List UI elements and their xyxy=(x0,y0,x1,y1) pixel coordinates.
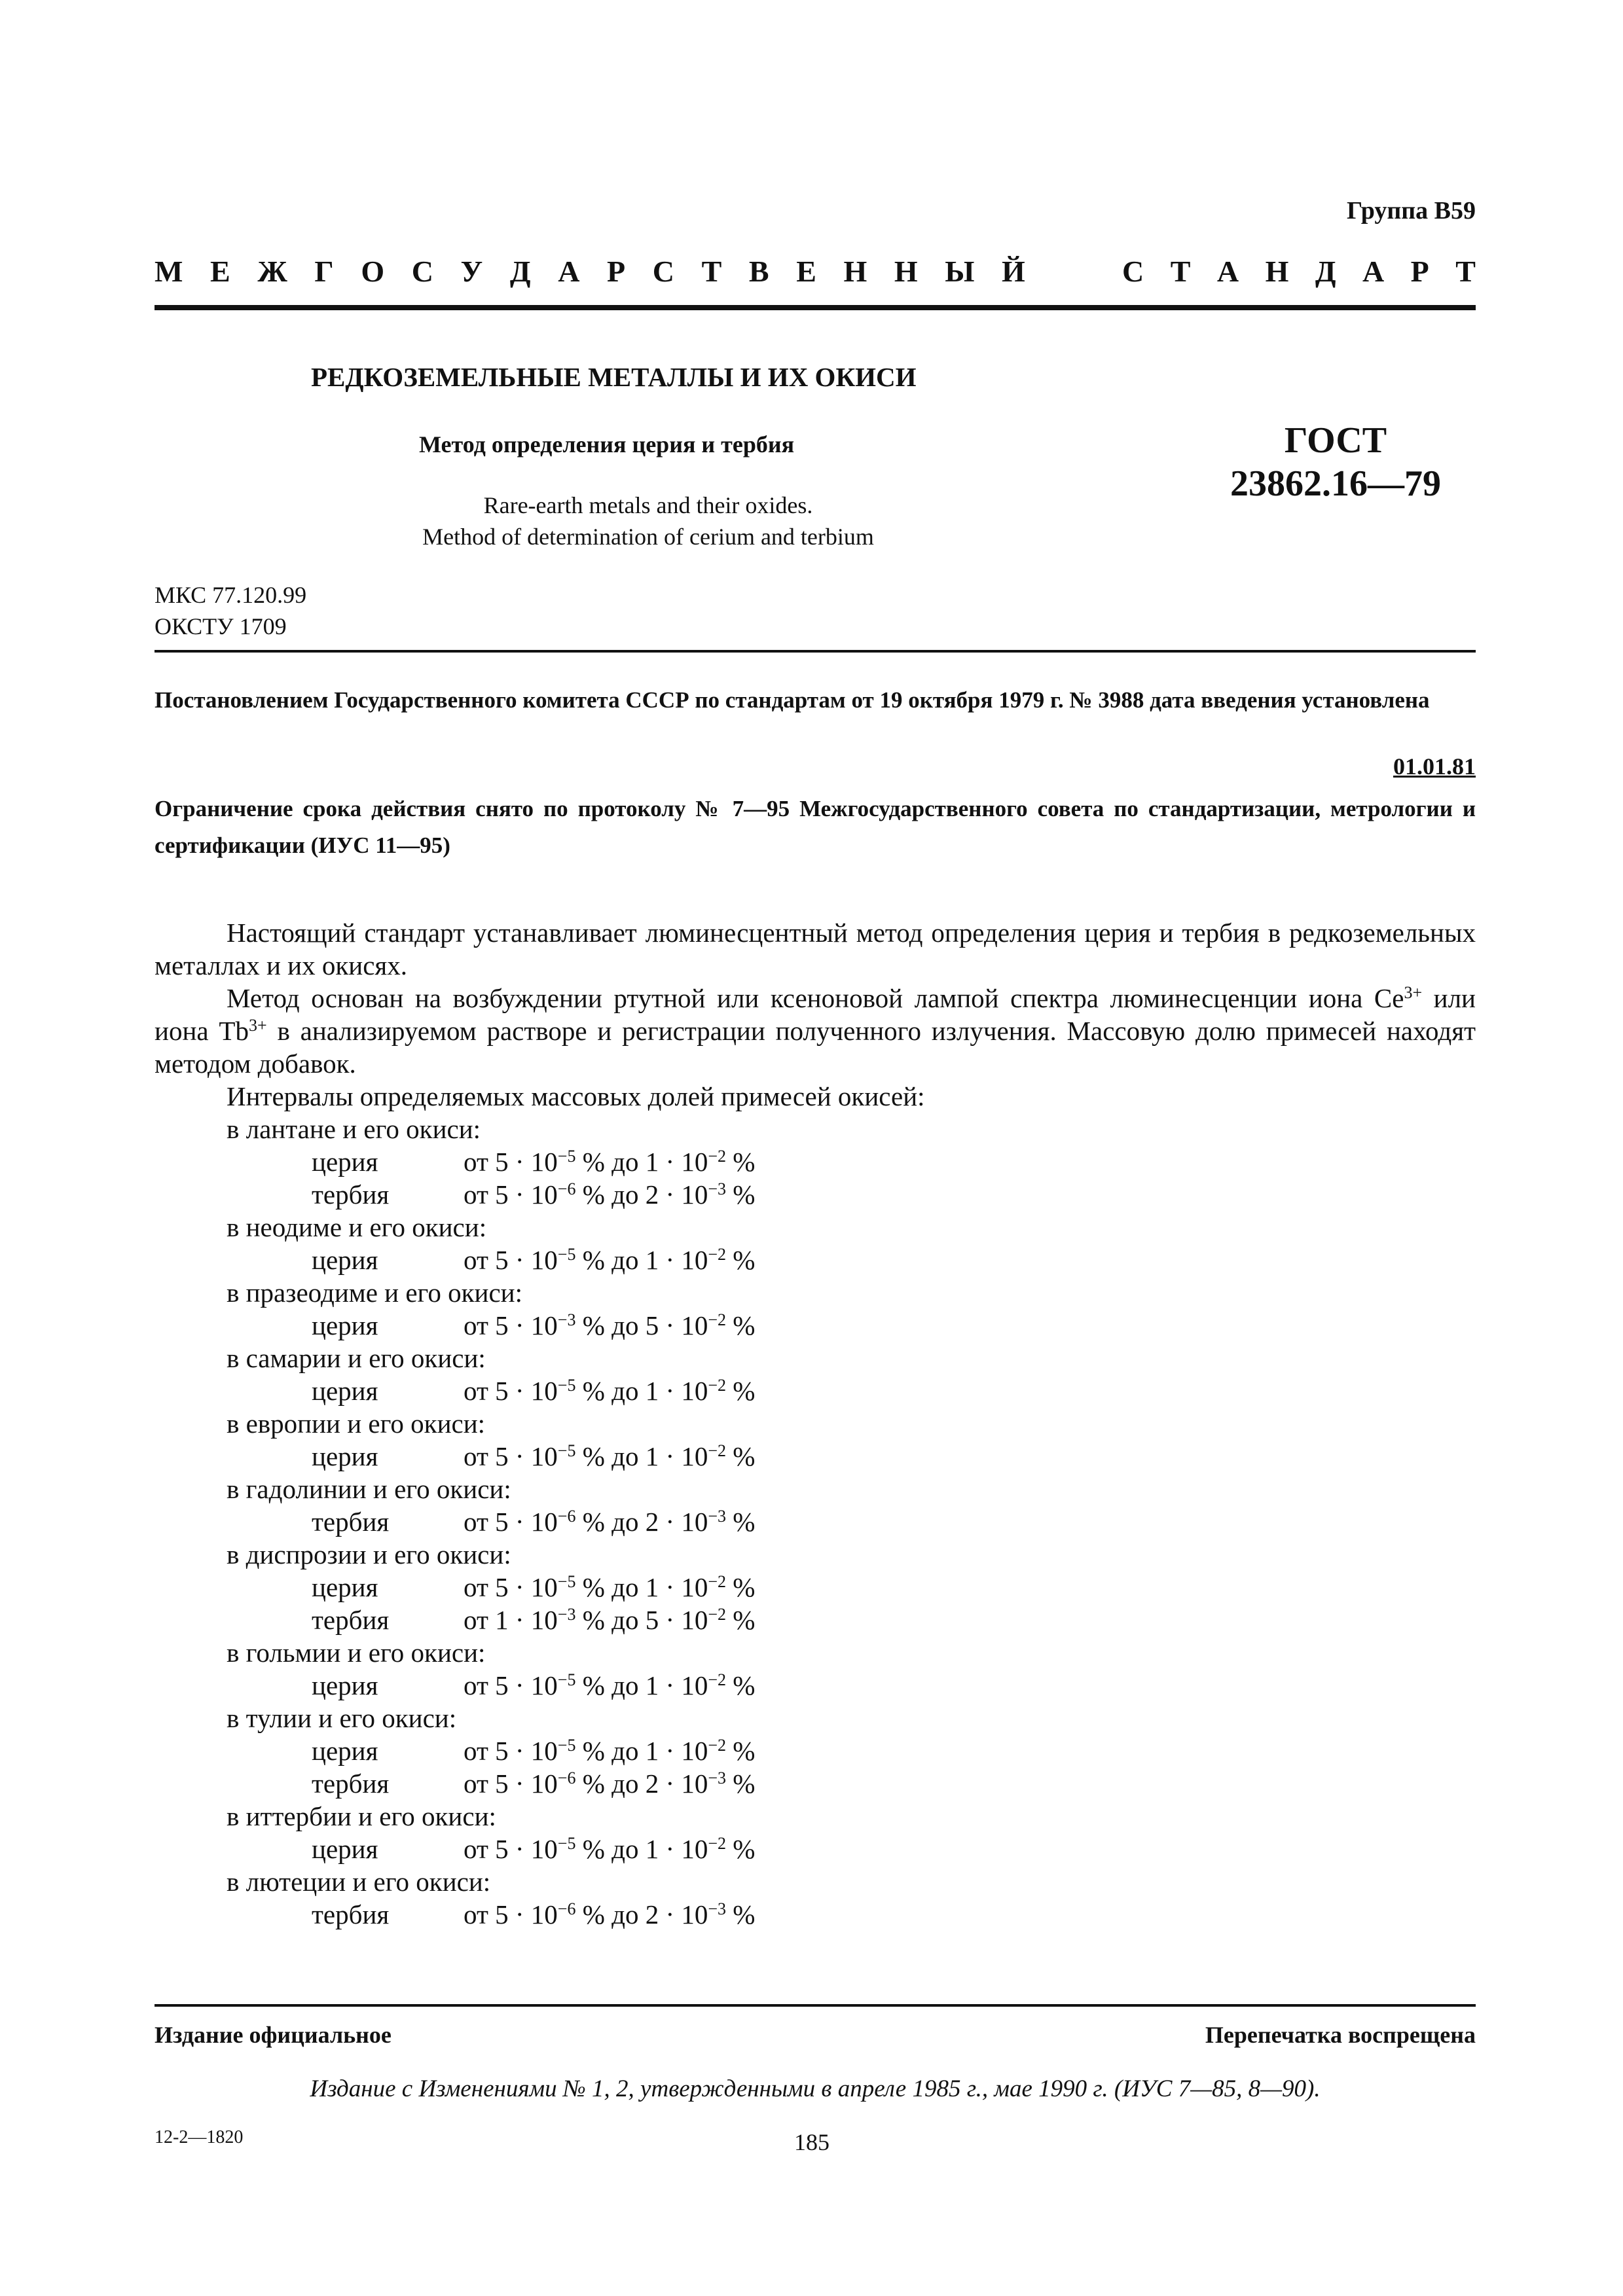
banner-letter: Ж xyxy=(257,255,287,288)
range-row xyxy=(155,1767,1476,1800)
banner-letter: Й xyxy=(1002,255,1025,288)
edition-note: Издание с Изменениями № 1, 2, утвержденными в апреле 1985 г., мае 1990 г. (ИУС 7—85, 8—90). xyxy=(310,2075,1321,2102)
range-value xyxy=(464,1178,755,1211)
range-row xyxy=(155,1571,1476,1604)
range-to-exponent: −2 xyxy=(708,1147,727,1166)
banner-letter: У xyxy=(460,255,483,288)
range-from-exponent: −5 xyxy=(557,1245,576,1264)
range-value xyxy=(464,1309,755,1342)
range-value xyxy=(464,1440,755,1473)
range-from-exponent: −3 xyxy=(557,1310,576,1329)
range-from-exponent: −5 xyxy=(557,1670,576,1689)
range-from: от 5 · 10 xyxy=(464,1441,558,1471)
range-value xyxy=(464,1145,755,1178)
element-name: церия xyxy=(312,1670,378,1700)
range-row xyxy=(155,1374,1476,1407)
range-value xyxy=(464,1604,755,1636)
range-from: от 5 · 10 xyxy=(464,1834,558,1864)
range-from: от 5 · 10 xyxy=(464,1670,558,1700)
range-row xyxy=(155,1145,1476,1178)
okstu-code: ОКСТУ 1709 xyxy=(155,613,287,639)
element-name: тербия xyxy=(312,1507,390,1537)
ranges-list xyxy=(155,1113,1476,1931)
range-unit: % xyxy=(726,1245,756,1275)
element-name: церия xyxy=(312,1441,378,1471)
banner-letter: Д xyxy=(1315,255,1336,288)
banner-letter: Е xyxy=(210,255,230,288)
range-unit: % xyxy=(726,1572,756,1602)
range-from-exponent: −5 xyxy=(557,1147,576,1166)
range-to-exponent: −2 xyxy=(708,1736,727,1755)
range-row xyxy=(155,1833,1476,1865)
banner-word-standard xyxy=(1122,254,1476,289)
banner-letter: С xyxy=(411,255,433,288)
range-to-exponent: −2 xyxy=(708,1441,727,1460)
document-title: РЕДКОЗЕМЕЛЬНЫЕ МЕТАЛЛЫ И ИХ ОКИСИ xyxy=(311,362,917,392)
range-row xyxy=(155,1669,1476,1702)
matrix-group xyxy=(155,1342,1476,1407)
matrix-group xyxy=(155,1473,1476,1538)
english-title xyxy=(340,490,956,552)
standard-banner xyxy=(155,254,1476,289)
range-unit: % xyxy=(726,1768,756,1799)
range-row xyxy=(155,1309,1476,1342)
banner-letter: Н xyxy=(894,255,918,288)
banner-letter: Г xyxy=(314,255,334,288)
range-from: от 5 · 10 xyxy=(464,1736,558,1766)
range-value xyxy=(464,1669,755,1702)
codes-rule xyxy=(155,650,1476,653)
matrix-heading: в иттербии и его окиси: xyxy=(227,1801,496,1831)
range-to-exponent: −2 xyxy=(708,1605,727,1624)
banner-letter: Т xyxy=(1170,255,1191,288)
range-from-exponent: −6 xyxy=(557,1507,576,1526)
matrix-group xyxy=(155,1211,1476,1276)
range-from: от 5 · 10 xyxy=(464,1507,558,1537)
tb-charge: 3+ xyxy=(248,1016,267,1035)
range-value xyxy=(464,1571,755,1604)
range-to: % до 1 · 10 xyxy=(575,1572,708,1602)
range-unit: % xyxy=(726,1507,756,1537)
range-to-exponent: −2 xyxy=(708,1834,727,1853)
banner-letter: Н xyxy=(1265,255,1289,288)
mks-code: МКС 77.120.99 xyxy=(155,582,307,608)
matrix-group xyxy=(155,1865,1476,1931)
range-from: от 5 · 10 xyxy=(464,1572,558,1602)
footer-rule xyxy=(155,2004,1476,2007)
banner-letter: Р xyxy=(1410,255,1429,288)
english-title-line1: Rare-earth metals and their oxides. xyxy=(483,492,813,518)
gost-number: 23862.16—79 xyxy=(1230,463,1441,504)
range-from-exponent: −6 xyxy=(557,1179,576,1198)
banner-letter: Е xyxy=(796,255,816,288)
range-value xyxy=(464,1244,755,1276)
range-to-exponent: −2 xyxy=(708,1245,727,1264)
range-to-exponent: −3 xyxy=(708,1507,727,1526)
banner-letter: В xyxy=(748,255,769,288)
matrix-heading: в лантане и его окиси: xyxy=(227,1114,481,1144)
range-unit: % xyxy=(726,1834,756,1864)
element-name: церия xyxy=(312,1572,378,1602)
gost-label: ГОСТ xyxy=(1284,420,1387,461)
range-from: от 5 · 10 xyxy=(464,1245,558,1275)
range-to: % до 5 · 10 xyxy=(575,1310,708,1340)
gost-designation xyxy=(1218,419,1453,505)
range-to: % до 1 · 10 xyxy=(575,1376,708,1406)
banner-letter: А xyxy=(1216,255,1239,288)
range-to-exponent: −2 xyxy=(708,1376,727,1395)
range-from-exponent: −5 xyxy=(557,1441,576,1460)
banner-letter: А xyxy=(1362,255,1385,288)
range-row xyxy=(155,1505,1476,1538)
document-subtitle: Метод определения церия и тербия xyxy=(419,431,795,457)
range-row xyxy=(155,1604,1476,1636)
element-name: церия xyxy=(312,1834,378,1864)
matrix-group xyxy=(155,1407,1476,1473)
range-to-exponent: −3 xyxy=(708,1899,727,1918)
range-from-exponent: −5 xyxy=(557,1736,576,1755)
element-name: тербия xyxy=(312,1899,390,1929)
range-to-exponent: −3 xyxy=(708,1179,727,1198)
range-row xyxy=(155,1440,1476,1473)
range-from-exponent: −6 xyxy=(557,1768,576,1787)
classification-group: Группа В59 xyxy=(1346,197,1476,224)
element-name: тербия xyxy=(312,1768,390,1799)
matrix-heading: в самарии и его окиси: xyxy=(227,1343,486,1373)
page-number: 185 xyxy=(794,2129,830,2155)
range-value xyxy=(464,1734,755,1767)
range-from: от 5 · 10 xyxy=(464,1899,558,1929)
range-to: % до 1 · 10 xyxy=(575,1736,708,1766)
element-name: церия xyxy=(312,1147,378,1177)
range-from-exponent: −5 xyxy=(557,1376,576,1395)
matrix-group xyxy=(155,1276,1476,1342)
banner-letter: А xyxy=(558,255,580,288)
method-text-a: Метод основан на возбуждении ртутной или ксеноновой лампой спектра люминесценции иона Ce xyxy=(227,983,1404,1013)
ce-charge: 3+ xyxy=(1404,983,1423,1002)
range-value xyxy=(464,1833,755,1865)
range-value xyxy=(464,1898,755,1931)
range-to-exponent: −2 xyxy=(708,1310,727,1329)
element-name: тербия xyxy=(312,1179,390,1210)
matrix-heading: в диспрозии и его окиси: xyxy=(227,1539,511,1570)
matrix-heading: в тулии и его окиси: xyxy=(227,1703,457,1733)
range-row xyxy=(155,1734,1476,1767)
banner-letter: Т xyxy=(1455,255,1476,288)
range-to-exponent: −3 xyxy=(708,1768,727,1787)
banner-letter: Т xyxy=(701,255,722,288)
range-to: % до 1 · 10 xyxy=(575,1147,708,1177)
matrix-group xyxy=(155,1538,1476,1636)
range-from: от 5 · 10 xyxy=(464,1147,558,1177)
matrix-heading: в неодиме и его окиси: xyxy=(227,1212,487,1242)
banner-letter: Д xyxy=(509,255,531,288)
range-to-exponent: −2 xyxy=(708,1670,727,1689)
range-to: % до 2 · 10 xyxy=(575,1768,708,1799)
banner-letter: Р xyxy=(607,255,626,288)
matrix-group xyxy=(155,1800,1476,1865)
element-name: церия xyxy=(312,1376,378,1406)
matrix-group xyxy=(155,1636,1476,1702)
banner-letter: Ы xyxy=(945,255,975,288)
range-from: от 1 · 10 xyxy=(464,1605,558,1635)
english-title-line2: Method of determination of cerium and terbium xyxy=(422,524,874,550)
range-from: от 5 · 10 xyxy=(464,1310,558,1340)
range-unit: % xyxy=(726,1605,756,1635)
range-unit: % xyxy=(726,1179,756,1210)
range-to: % до 1 · 10 xyxy=(575,1834,708,1864)
range-value xyxy=(464,1505,755,1538)
range-unit: % xyxy=(726,1670,756,1700)
matrix-heading: в гадолинии и его окиси: xyxy=(227,1474,511,1504)
range-unit: % xyxy=(726,1147,756,1177)
range-to: % до 2 · 10 xyxy=(575,1507,708,1537)
range-unit: % xyxy=(726,1899,756,1929)
range-from-exponent: −5 xyxy=(557,1572,576,1591)
range-to: % до 1 · 10 xyxy=(575,1670,708,1700)
range-from: от 5 · 10 xyxy=(464,1768,558,1799)
official-edition-label: Издание официальное xyxy=(155,2022,392,2048)
introduction-date: 01.01.81 xyxy=(1393,753,1476,780)
banner-letter: М xyxy=(155,255,183,288)
paragraph-intervals: Интервалы определяемых массовых долей примесей окисей: xyxy=(227,1081,925,1111)
method-text-c: в анализируемом растворе и регистрации полученного излучения. Массовую долю примесей находят методом добавок. xyxy=(155,1016,1476,1079)
range-unit: % xyxy=(726,1441,756,1471)
decree-text: Постановлением Государственного комитета СССР по стандартам от 19 октября 1979 г. № 3988 дата введения установлена xyxy=(155,687,1430,713)
range-to: % до 2 · 10 xyxy=(575,1899,708,1929)
document-body xyxy=(155,916,1476,1931)
matrix-group xyxy=(155,1702,1476,1800)
banner-letter: О xyxy=(361,255,385,288)
range-unit: % xyxy=(726,1736,756,1766)
element-name: тербия xyxy=(312,1605,390,1635)
reprint-prohibited-label: Перепечатка воспрещена xyxy=(1205,2022,1476,2048)
range-to: % до 2 · 10 xyxy=(575,1179,708,1210)
range-value xyxy=(464,1767,755,1800)
range-from-exponent: −6 xyxy=(557,1899,576,1918)
element-name: церия xyxy=(312,1736,378,1766)
element-name: церия xyxy=(312,1310,378,1340)
range-from-exponent: −3 xyxy=(557,1605,576,1624)
range-to: % до 1 · 10 xyxy=(575,1245,708,1275)
range-to-exponent: −2 xyxy=(708,1572,727,1591)
limitation-note: Ограничение срока действия снято по протоколу № 7—95 Межгосударственного совета по стандартизации, метрологии и сертификации (ИУС 11—95) xyxy=(155,796,1476,858)
matrix-heading: в европии и его окиси: xyxy=(227,1408,486,1439)
classification-codes xyxy=(155,579,306,642)
range-value xyxy=(464,1374,755,1407)
range-to: % до 5 · 10 xyxy=(575,1605,708,1635)
range-to: % до 1 · 10 xyxy=(575,1441,708,1471)
matrix-heading: в лютеции и его окиси: xyxy=(227,1867,491,1897)
range-unit: % xyxy=(726,1310,756,1340)
range-row xyxy=(155,1898,1476,1931)
header-rule xyxy=(155,305,1476,310)
print-code: 12-2—1820 xyxy=(155,2127,244,2147)
matrix-heading: в гольмии и его окиси: xyxy=(227,1638,486,1668)
range-from: от 5 · 10 xyxy=(464,1376,558,1406)
range-from-exponent: −5 xyxy=(557,1834,576,1853)
paragraph-method xyxy=(155,982,1476,1080)
matrix-group xyxy=(155,1113,1476,1211)
range-row xyxy=(155,1178,1476,1211)
range-unit: % xyxy=(726,1376,756,1406)
banner-letter: С xyxy=(1122,255,1144,288)
method-text-b: или иона Tb xyxy=(155,983,1476,1046)
paragraph-scope: Настоящий стандарт устанавливает люминесцентный метод определения церия и тербия в редкоземельных металлах и их окисях. xyxy=(155,918,1476,980)
banner-letter: С xyxy=(652,255,674,288)
banner-word-interstate xyxy=(155,254,1025,289)
range-from: от 5 · 10 xyxy=(464,1179,558,1210)
element-name: церия xyxy=(312,1245,378,1275)
matrix-heading: в празеодиме и его окиси: xyxy=(227,1278,522,1308)
range-row xyxy=(155,1244,1476,1276)
banner-letter: Н xyxy=(843,255,867,288)
